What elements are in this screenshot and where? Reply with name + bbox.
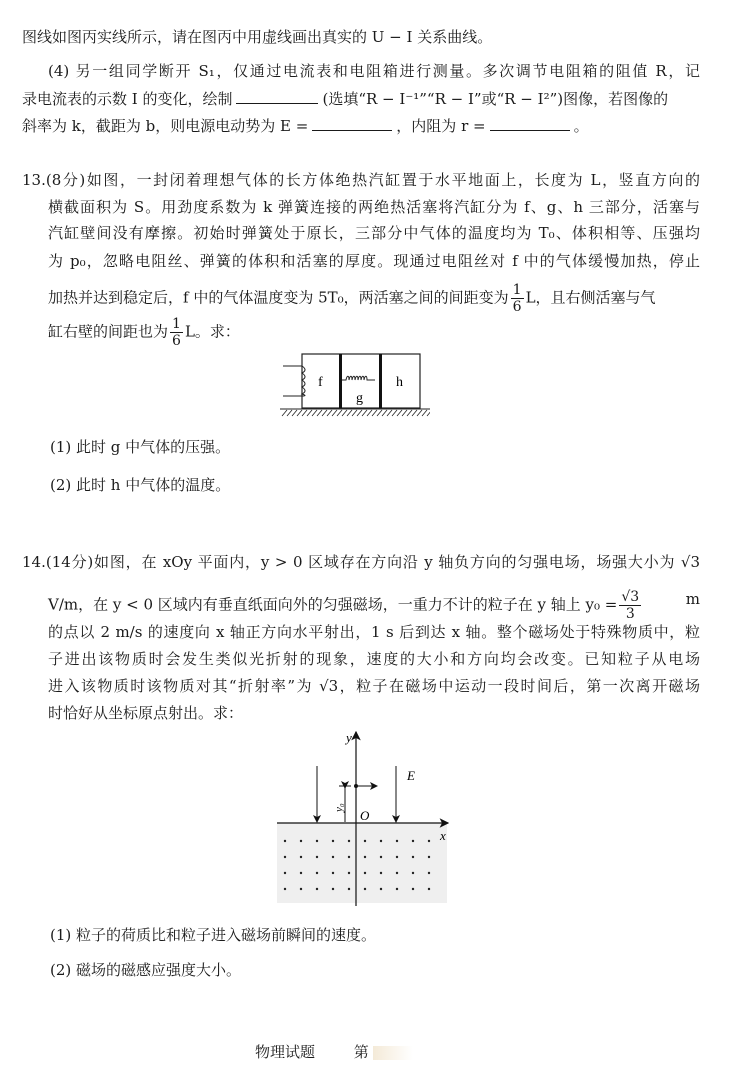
label-h: h bbox=[396, 375, 403, 390]
hatch-mark bbox=[322, 410, 327, 416]
q14-sub2: (2) 磁场的磁感应强度大小。 bbox=[50, 961, 242, 979]
hatch-mark bbox=[282, 410, 287, 416]
q14-line: 14.(14分)如图，在 xOy 平面内，y > 0 区域存在方向沿 y 轴负方向的匀强电场，场强大小为 √3 bbox=[22, 553, 700, 571]
q13-line bbox=[48, 316, 240, 349]
field-dot bbox=[348, 856, 350, 858]
hatch-mark bbox=[427, 410, 430, 416]
frac-den: 6 bbox=[512, 299, 522, 315]
label-f: f bbox=[318, 375, 323, 390]
q14-line: 的点以 2 m/s 的速度向 x 轴正方向水平射出，1 s 后到达 x 轴。整个磁场处于特殊物质中，粒 bbox=[48, 623, 700, 641]
text: m bbox=[685, 590, 700, 608]
piston-right bbox=[379, 354, 382, 408]
fraction bbox=[511, 282, 524, 315]
field-dot bbox=[332, 888, 334, 890]
q14-line: 时恰好从坐标原点射出。求： bbox=[48, 704, 244, 722]
field-dot bbox=[364, 872, 366, 874]
field-dot bbox=[396, 872, 398, 874]
field-dot bbox=[364, 856, 366, 858]
fraction bbox=[619, 589, 641, 622]
field-dot bbox=[348, 872, 350, 874]
field-figure bbox=[272, 728, 457, 908]
text: 斜率为 k，截距为 b，则电源电动势为 E = bbox=[22, 117, 309, 135]
hatch-mark bbox=[397, 410, 402, 416]
field-dot bbox=[300, 840, 302, 842]
field-dot bbox=[428, 840, 430, 842]
label-y: y bbox=[346, 730, 352, 745]
q12-part4-line bbox=[22, 116, 589, 136]
q14-line: 子进出该物质时会发生类似光折射的现象，速度的大小和方向均会改变。已知粒子从电场 bbox=[48, 650, 700, 668]
q13-line: 为 p₀，忽略电阻丝、弹簧的体积和活塞的厚度。现通过电阻丝对 f 中的气体缓慢加热，停止 bbox=[48, 252, 700, 270]
field-dot bbox=[412, 840, 414, 842]
frac-num: 1 bbox=[512, 282, 522, 298]
hatch-mark bbox=[342, 410, 347, 416]
hatch-mark bbox=[317, 410, 322, 416]
field-dot bbox=[364, 888, 366, 890]
hatch-mark bbox=[332, 410, 337, 416]
field-dot bbox=[332, 872, 334, 874]
hatch-mark bbox=[297, 410, 302, 416]
hatch-mark bbox=[287, 410, 292, 416]
text: ，内阻为 r = bbox=[396, 117, 486, 135]
text: (选填“R − I⁻¹”“R − I”或“R − I²”)图像，若图像的 bbox=[322, 90, 669, 108]
text: 。 bbox=[573, 117, 589, 135]
q13-line: 横截面积为 S。用劲度系数为 k 弹簧连接的两绝热活塞将汽缸分为 f、g、h 三部分，活塞与 bbox=[48, 198, 700, 216]
hatch-mark bbox=[367, 410, 372, 416]
field-dot bbox=[284, 856, 286, 858]
hatch-mark bbox=[312, 410, 317, 416]
frac-den: 6 bbox=[172, 333, 181, 349]
q13-line: 13.(8分)如图，一封闭着理想气体的长方体绝热汽缸置于水平地面上，长度为 L，竖直方向的 bbox=[22, 171, 700, 189]
field-dot bbox=[380, 840, 382, 842]
q14-line bbox=[48, 589, 700, 622]
field-dot bbox=[332, 856, 334, 858]
field-dot bbox=[412, 856, 414, 858]
field-dot bbox=[396, 840, 398, 842]
answer-blank[interactable] bbox=[236, 89, 318, 104]
hatch-mark bbox=[352, 410, 357, 416]
page-footer bbox=[255, 1041, 413, 1062]
piston-left bbox=[339, 354, 342, 408]
footer-subject: 物理试题 bbox=[255, 1043, 316, 1061]
field-dot bbox=[316, 856, 318, 858]
q12-part4-line bbox=[22, 89, 668, 109]
label-x: x bbox=[440, 828, 446, 843]
label-e: E bbox=[407, 768, 415, 783]
hatch-mark bbox=[327, 410, 332, 416]
q14-line: 进入该物质时该物质对其“折射率”为 √3，粒子在磁场中运动一段时间后，第一次离开磁场 bbox=[48, 677, 700, 695]
field-dot bbox=[332, 840, 334, 842]
hatch-mark bbox=[372, 410, 377, 416]
field-dot bbox=[284, 888, 286, 890]
text: L，且右侧活塞与气 bbox=[525, 288, 656, 307]
hatch-mark bbox=[412, 410, 417, 416]
field-dot bbox=[380, 872, 382, 874]
label-y0: y₀ bbox=[333, 803, 345, 812]
text: 缸右壁的间距也为 bbox=[48, 322, 169, 341]
field-dot bbox=[284, 840, 286, 842]
frac-num: √3 bbox=[621, 589, 640, 605]
q13-sub2: (2) 此时 h 中气体的温度。 bbox=[50, 476, 231, 494]
label-origin: O bbox=[360, 808, 370, 823]
field-dot bbox=[316, 872, 318, 874]
fraction bbox=[170, 316, 183, 349]
q12-part4-line: (4) 另一组同学断开 S₁，仅通过电流表和电阻箱进行测量。多次调节电阻箱的阻值 R，记 bbox=[48, 62, 700, 80]
field-dot bbox=[348, 888, 350, 890]
hatch-mark bbox=[362, 410, 367, 416]
field-dot bbox=[412, 888, 414, 890]
magnetic-region bbox=[277, 823, 447, 903]
text: 录电流表的示数 I 的变化，绘制 bbox=[22, 90, 233, 108]
field-dot bbox=[300, 888, 302, 890]
hatch-mark bbox=[387, 410, 392, 416]
text: V/m，在 y < 0 区域内有垂直纸面向外的匀强磁场，一重力不计的粒子在 y 轴上 y₀ = bbox=[48, 595, 618, 614]
cylinder-figure bbox=[280, 350, 430, 420]
field-dot bbox=[412, 872, 414, 874]
label-g: g bbox=[356, 391, 363, 406]
ground-hatch bbox=[282, 410, 430, 416]
q14-sub1: (1) 粒子的荷质比和粒子进入磁场前瞬间的速度。 bbox=[50, 926, 377, 944]
field-dot bbox=[396, 856, 398, 858]
spring-icon bbox=[342, 376, 375, 380]
text: L。求： bbox=[184, 322, 240, 341]
hatch-mark bbox=[292, 410, 297, 416]
q12-line: 图线如图丙实线所示，请在图丙中用虚线画出真实的 U − I 关系曲线。 bbox=[22, 28, 493, 46]
field-dot bbox=[284, 872, 286, 874]
page-number-faded bbox=[373, 1046, 413, 1060]
text: 加热并达到稳定后，f 中的气体温度变为 5T₀，两活塞之间的间距变为 bbox=[48, 288, 509, 307]
hatch-mark bbox=[422, 410, 427, 416]
field-dot bbox=[364, 840, 366, 842]
frac-den: 3 bbox=[625, 606, 635, 622]
hatch-mark bbox=[337, 410, 342, 416]
field-dot bbox=[348, 840, 350, 842]
field-dot bbox=[316, 840, 318, 842]
field-dot bbox=[380, 856, 382, 858]
hatch-mark bbox=[347, 410, 352, 416]
hatch-mark bbox=[392, 410, 397, 416]
hatch-mark bbox=[307, 410, 312, 416]
field-dot bbox=[396, 888, 398, 890]
hatch-mark bbox=[407, 410, 412, 416]
hatch-mark bbox=[302, 410, 307, 416]
hatch-mark bbox=[357, 410, 362, 416]
field-dot bbox=[428, 872, 430, 874]
answer-blank-emf[interactable] bbox=[312, 116, 392, 131]
hatch-mark bbox=[382, 410, 387, 416]
field-dot bbox=[428, 888, 430, 890]
answer-blank-r[interactable] bbox=[490, 116, 570, 131]
q13-line: 汽缸壁间没有摩擦。初始时弹簧处于原长，三部分中气体的温度均为 T₀、体积相等、压强均 bbox=[48, 224, 700, 242]
q13-sub1: (1) 此时 g 中气体的压强。 bbox=[50, 438, 231, 456]
field-dot bbox=[300, 856, 302, 858]
hatch-mark bbox=[402, 410, 407, 416]
frac-num: 1 bbox=[172, 316, 181, 332]
hatch-mark bbox=[417, 410, 422, 416]
field-dot bbox=[428, 856, 430, 858]
field-dot bbox=[316, 888, 318, 890]
hatch-mark bbox=[377, 410, 382, 416]
field-dot bbox=[300, 872, 302, 874]
field-dot bbox=[380, 888, 382, 890]
footer-page: 第 bbox=[353, 1043, 369, 1061]
q13-line bbox=[48, 282, 656, 315]
